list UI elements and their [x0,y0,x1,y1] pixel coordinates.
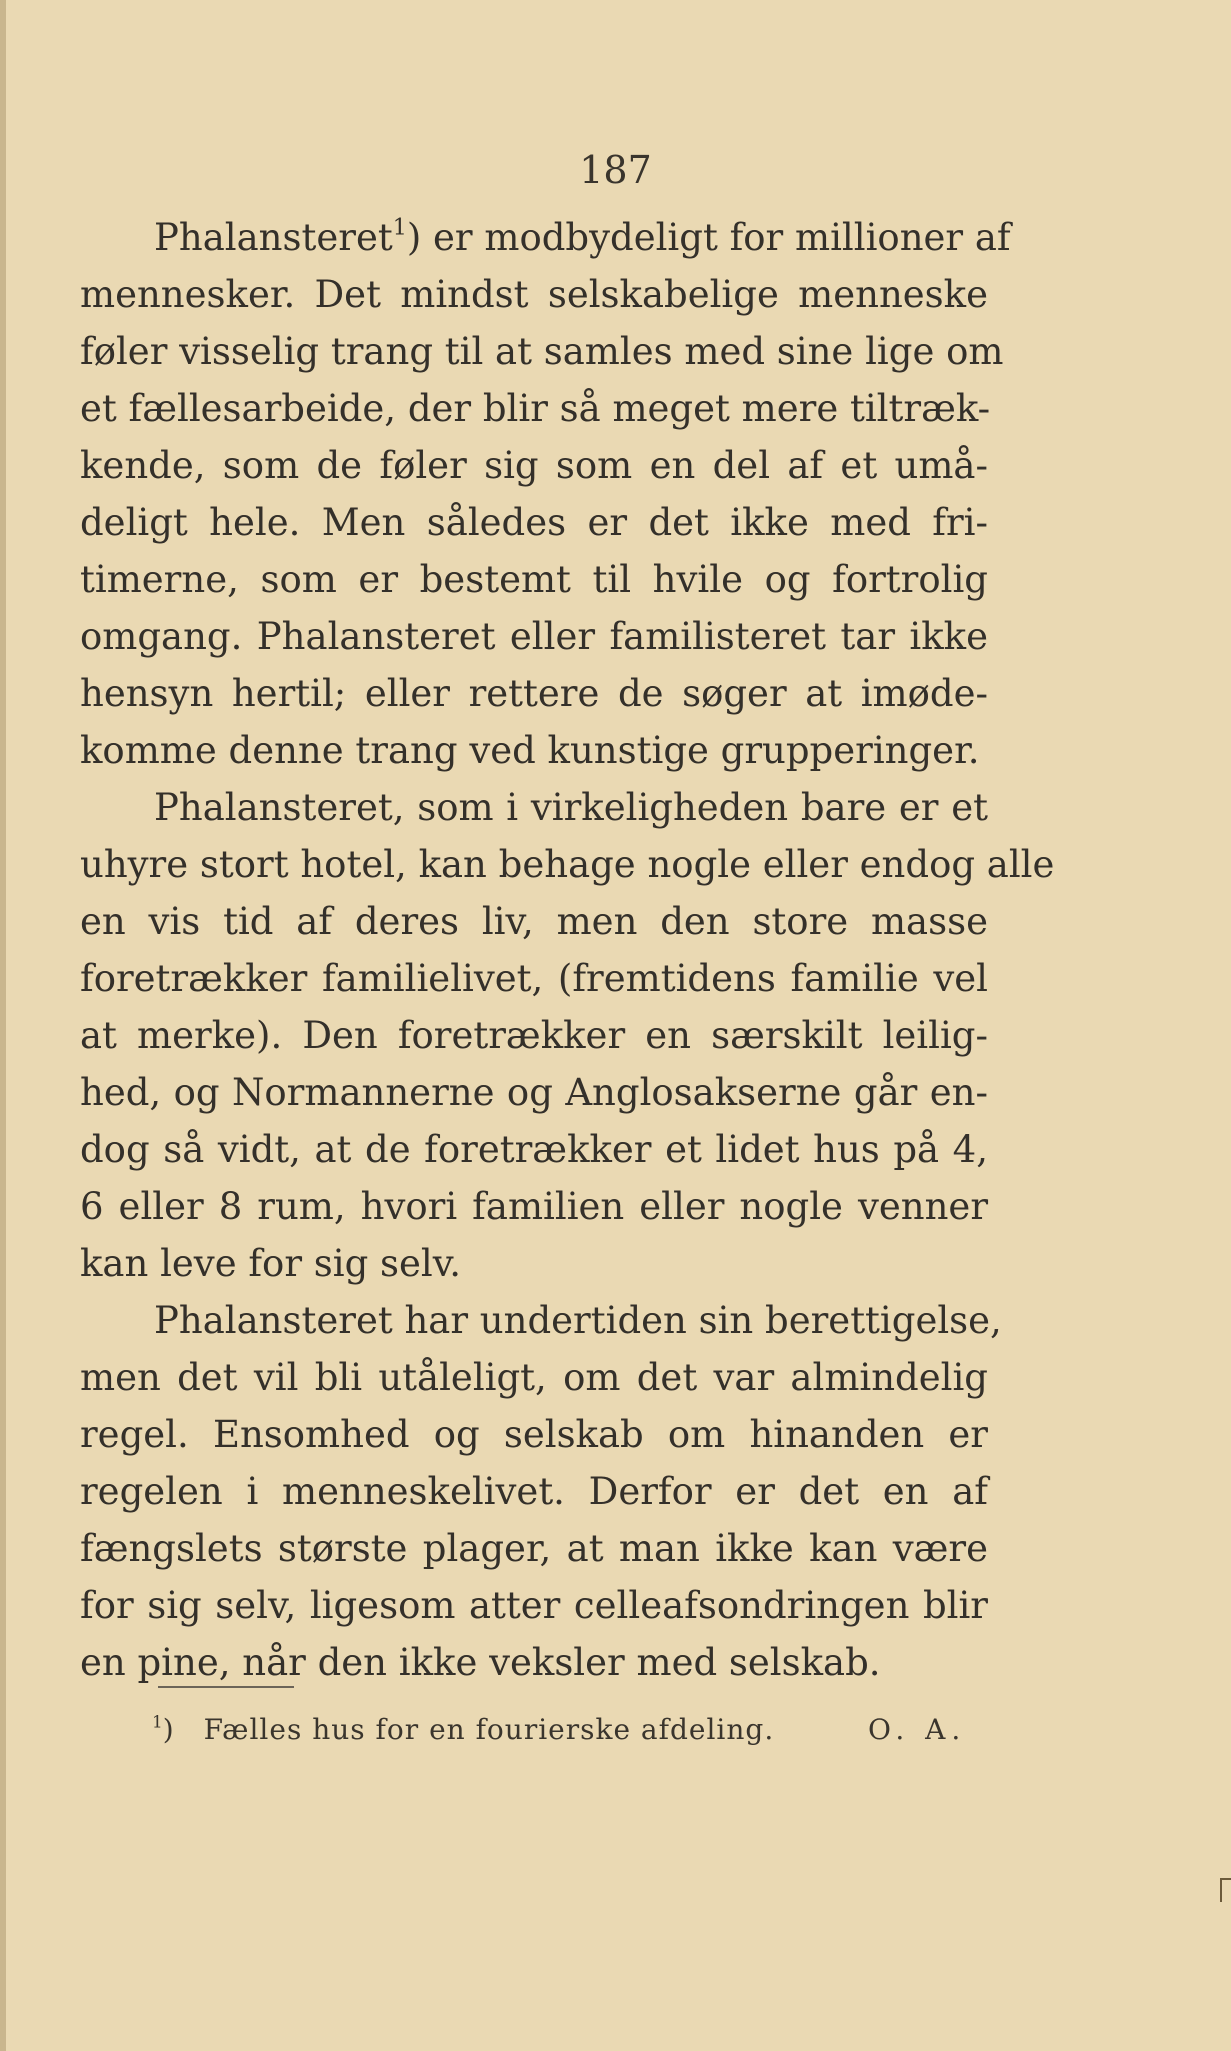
text-line-13: en vis tid af deres liv, men den store masse [80,900,988,943]
text-line-8: omgang. Phalansteret eller familisteret tar ikke [80,615,988,658]
text-line-1 [154,210,1011,266]
text-line-18: 6 eller 8 rum, hvori familien eller nogle venner [80,1185,988,1228]
text-line-7: timerne, som er bestemt til hvile og fortrolig [80,558,988,601]
text-line-4: et fællesarbeide, der blir så meget mere tiltræk- [80,387,991,430]
text-line-1-start: Phalansteret [154,216,393,259]
text-line-6: deligt hele. Men således er det ikke med fri- [80,501,988,544]
page-number: 187 [579,148,652,192]
text-line-20: Phalansteret har undertiden sin berettigelse, [154,1299,1002,1342]
text-line-24: fængslets største plager, at man ikke kan være [80,1527,988,1570]
footnote-divider [158,1686,294,1688]
text-line-2: mennesker. Det mindst selskabelige menneske [80,273,988,316]
text-line-12: uhyre stort hotel, kan behage nogle eller endog alle [80,843,1055,886]
page-edge-shadow [0,0,6,2051]
footnote-reference: 1 [392,214,407,241]
footnote-marker: 1 [152,1711,163,1732]
text-line-19: kan leve for sig selv. [80,1242,462,1285]
text-line-17: dog så vidt, at de foretrækker et lidet hus på 4, [80,1128,988,1171]
text-line-3: føler visselig trang til at samles med sine lige om [80,330,1004,373]
text-line-9: hensyn hertil; eller rettere de søger at imøde- [80,672,988,715]
corner-mark [1220,1878,1231,1902]
text-line-10: komme denne trang ved kunstige grupperinger. [80,729,980,772]
text-line-23: regelen i menneskelivet. Derfor er det en af [80,1470,988,1513]
footnote-marker-paren: ) [162,1713,174,1746]
text-line-5: kende, som de føler sig som en del af et umå- [80,444,988,487]
text-line-15: at merke). Den foretrækker en særskilt leilig- [80,1014,988,1057]
text-line-22: regel. Ensomhed og selskab om hinanden er [80,1413,988,1456]
text-line-21: men det vil bli utåleligt, om det var almindelig [80,1356,988,1399]
text-line-14: foretrækker familielivet, (fremtidens familie vel [80,957,988,1000]
text-line-1-end: ) er modbydeligt for millioner af [406,216,1011,259]
text-line-16: hed, og Normannerne og Anglosakserne går en- [80,1071,988,1114]
text-line-25: for sig selv, ligesom atter celleafsondringen blir [80,1584,988,1627]
footnote-signature: O. A. [868,1713,967,1746]
footnote [152,1708,774,1752]
text-line-26: en pine, når den ikke veksler med selskab. [80,1641,881,1684]
text-line-11: Phalansteret, som i virkeligheden bare er et [154,786,988,829]
footnote-text: Fælles hus for en fourierske afdeling. [203,1713,775,1746]
